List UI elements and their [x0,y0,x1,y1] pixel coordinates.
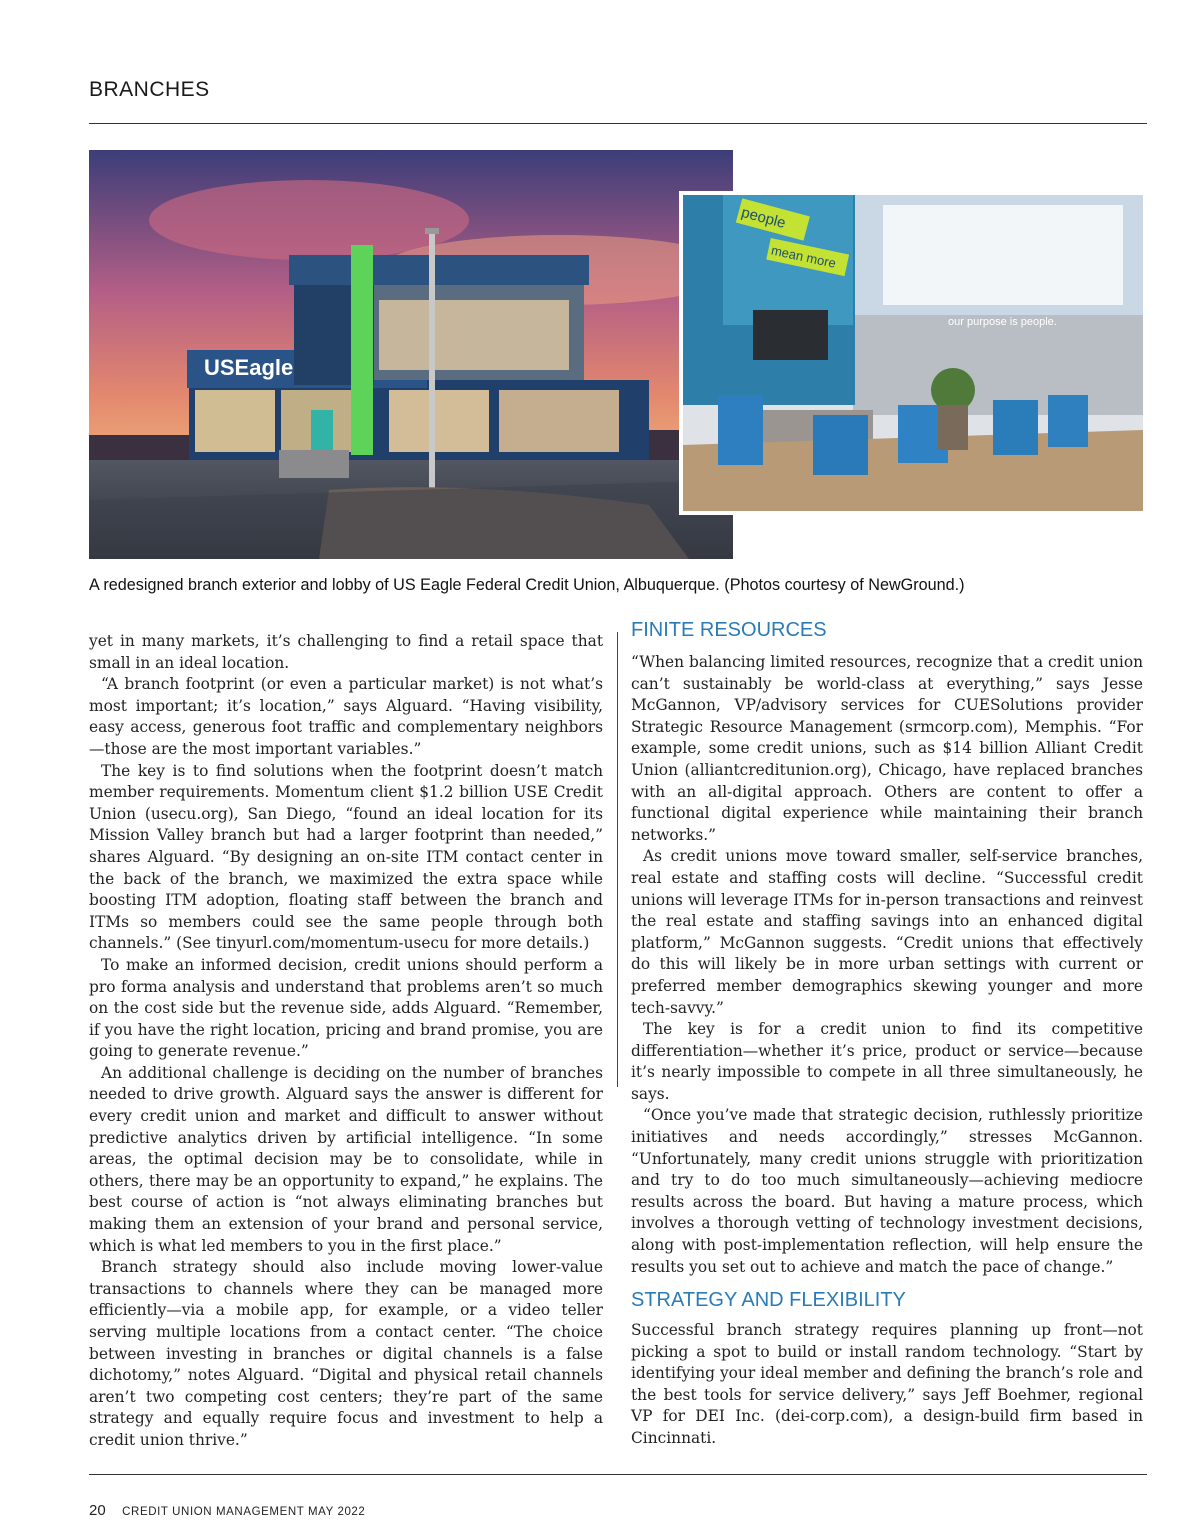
column-divider [617,632,618,1087]
lobby-banner: our purpose is people. [948,316,1057,328]
page-footer [89,1502,365,1520]
branch-lobby-photo [679,191,1147,515]
body-paragraph: Branch strategy should also include moving lower-value transactions to channels where they can be managed more efficiently—via a mobile app, for example, or a video teller serving multiple locations from a contact center. “The choice between investing in branches or digital channels is a false dichotomy,” notes Alguard. “Digital and physical retail channels aren’t two competing cost centers; they’re part of the same strategy and equally require focus and investment to help a credit union thrive.” [89,1258,603,1449]
body-paragraph: To make an informed decision, credit unions should perform a pro forma analysis and understand that problems aren’t so much on the cost side but the revenue side, adds Alguard. “Remember, if you have the right location, pricing and brand promise, you are going to generate revenue.” [89,955,603,1061]
header-rule [89,123,1147,124]
body-paragraph: The key is for a credit union to find its competitive differentiation—whether it’s price, product or service—because it’s nearly impossible to compete in all three simultaneously, he says. [631,1020,1143,1103]
footer-rule [89,1474,1147,1475]
body-paragraph: “A branch footprint (or even a particular market) is not what’s most important; it’s location,” says Alguard. “Having visibility, easy access, generous foot traffic and complementary neighbors—those are the most important variables.” [89,675,603,758]
branch-exterior-photo [89,150,733,559]
strategy-text [631,1320,1143,1450]
photo-caption: A redesigned branch exterior and lobby of US Eagle Federal Credit Union, Albuquerque. (Photos courtesy of NewGround.) [89,576,965,594]
page-number: 20 [89,1502,106,1519]
lobby-wall-word-1: people [739,203,788,233]
body-paragraph: “When balancing limited resources, recognize that a credit union can’t sustainably be world-class at everything,” says Jesse McGannon, VP/advisory services for CUESolutions provider Strategic Resource Management (srmcorp.com), Memphis. “For example, some credit unions, such as $14 billion Alliant Credit Union (alliantcreditunion.org), Chicago, have replaced branches with an all-digital approach. Others are content to offer a functional digital experience while maintaining their branch networks.” [631,653,1143,844]
building-sign: USEagle [204,355,294,380]
body-paragraph: As credit unions move toward smaller, self-service branches, real estate and staffing costs will decline. “Successful credit unions will leverage ITMs for in-person transactions and reinvest the real estate and staffing savings into an enhanced digital platform,” McGannon suggests. “Credit unions that effectively do this will likely be in more urban settings with current or preferred member demographics skewing younger and more tech-savvy.” [631,847,1143,1017]
section-heading-finite-resources: FINITE RESOURCES [631,619,827,641]
left-column [89,631,603,1452]
finite-resources-text [631,652,1143,1278]
section-heading-strategy-and-flexibility: STRATEGY AND FLEXIBILITY [631,1289,906,1311]
magazine-name: CREDIT UNION MANAGEMENT MAY 2022 [122,1506,366,1518]
body-paragraph: An additional challenge is deciding on the number of branches needed to drive growth. Alguard says the answer is different for every credit union and market and difficult to answer without predictive analytics driven by artificial intelligence. “In some areas, the optimal decision may be to consolidate, while in others, there may be an opportunity to expand,” he explains. The best course of action is “not always eliminating branches but making them an extension of your brand and personal service, which is what led members to you in the first place.” [89,1063,603,1255]
body-paragraph: “Once you’ve made that strategic decision, ruthlessly prioritize initiatives and needs accordingly,” stresses McGannon. “Unfortunately, many credit unions struggle with prioritization and try to do too much simultaneously—achieving mediocre results across the board. But having a mature process, which involves a thorough vetting of technology investment decisions, along with post-implementation reflection, will help ensure the results you set out to achieve and match the pace of change.” [631,1106,1143,1276]
section-label: BRANCHES [89,78,210,101]
body-paragraph: The key is to find solutions when the footprint doesn’t match member requirements. Momentum client $1.2 billion USE Credit Union (usecu.org), San Diego, “found an ideal location for its Mission Valley branch but had a larger footprint than needed,” shares Alguard. “By designing an on-site ITM contact center in the back of the branch, we maximized the extra space while boosting ITM adoption, floating staff between the branch and ITMs so members could see the same people through both channels.” (See tinyurl.com/momentum-usecu for more details.) [89,761,603,953]
body-paragraph: Successful branch strategy requires planning up front—not picking a spot to build or install random technology. “Start by identifying your ideal member and defining the branch’s role and the best tools for service delivery,” says Jeff Boehmer, regional VP for DEI Inc. (dei-corp.com), a design-build firm based in Cincinnati. [631,1321,1143,1447]
body-paragraph: yet in many markets, it’s challenging to find a retail space that small in an ideal location. [89,632,603,672]
lobby-wall-word-2: mean more [769,242,838,271]
